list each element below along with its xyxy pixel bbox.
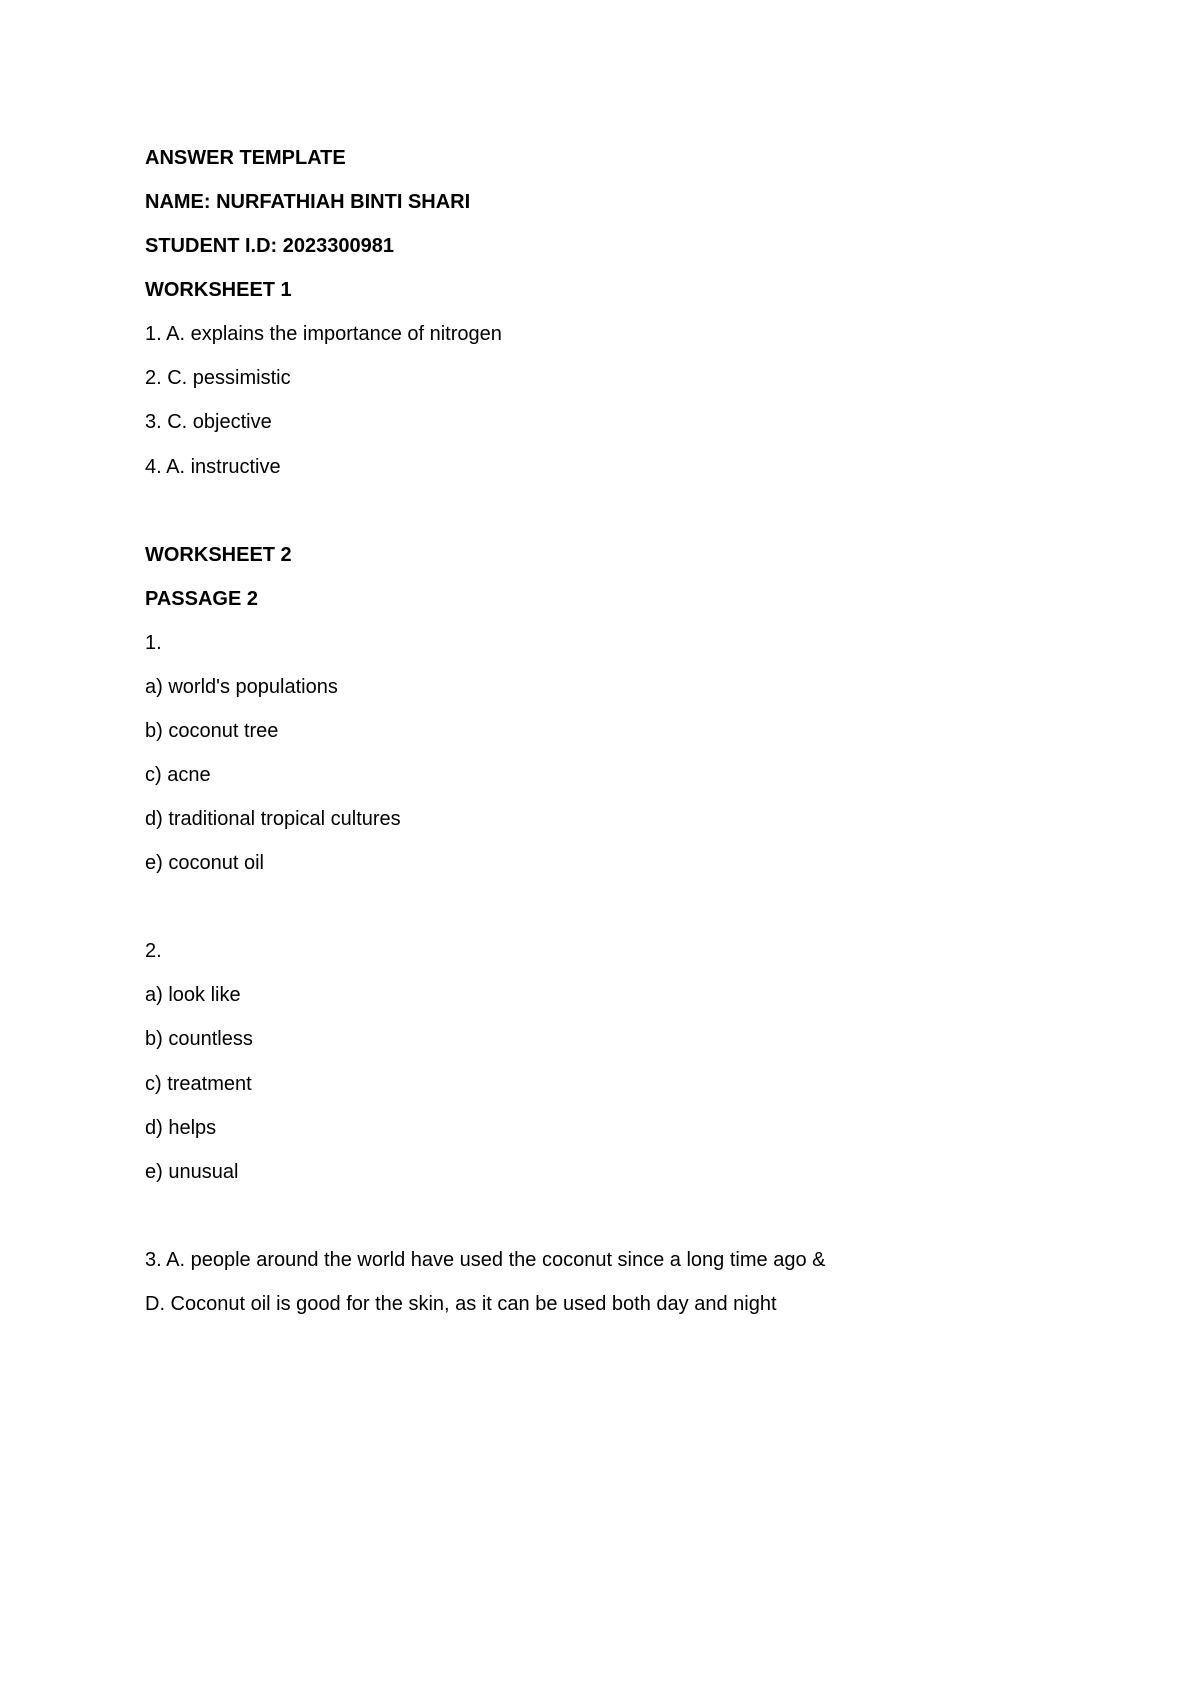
question-1-answer: c) acne [145, 764, 211, 786]
worksheet-2-heading: WORKSHEET 2 [145, 544, 292, 566]
question-1-answer: b) coconut tree [145, 720, 279, 742]
question-1-number: 1. [145, 632, 162, 654]
passage-heading: PASSAGE 2 [145, 588, 258, 610]
question-2-answer: e) unusual [145, 1161, 239, 1183]
worksheet-1-heading: WORKSHEET 1 [145, 279, 292, 301]
worksheet-1-answer: 3. C. objective [145, 411, 272, 433]
worksheet-1-answer: 2. C. pessimistic [145, 367, 291, 389]
question-2-answer: a) look like [145, 984, 241, 1006]
question-2-answer: b) countless [145, 1028, 253, 1050]
document-title: ANSWER TEMPLATE [145, 147, 346, 169]
question-1-answer: a) world's populations [145, 676, 338, 698]
worksheet-1-answer: 1. A. explains the importance of nitrogen [145, 323, 502, 345]
worksheet-1-answer: 4. A. instructive [145, 456, 281, 478]
question-1-answer: d) traditional tropical cultures [145, 808, 401, 830]
question-2-answer: d) helps [145, 1117, 217, 1139]
question-1-answer: e) coconut oil [145, 852, 264, 874]
student-name: NAME: NURFATHIAH BINTI SHARI [145, 191, 471, 213]
question-2-number: 2. [145, 940, 162, 962]
question-3-answer-line-2: D. Coconut oil is good for the skin, as it can be used both day and night [145, 1293, 777, 1315]
question-3-answer-line-1: 3. A. people around the world have used the coconut since a long time ago & [145, 1249, 826, 1271]
student-id: STUDENT I.D: 2023300981 [145, 235, 395, 257]
question-2-answer: c) treatment [145, 1073, 252, 1095]
